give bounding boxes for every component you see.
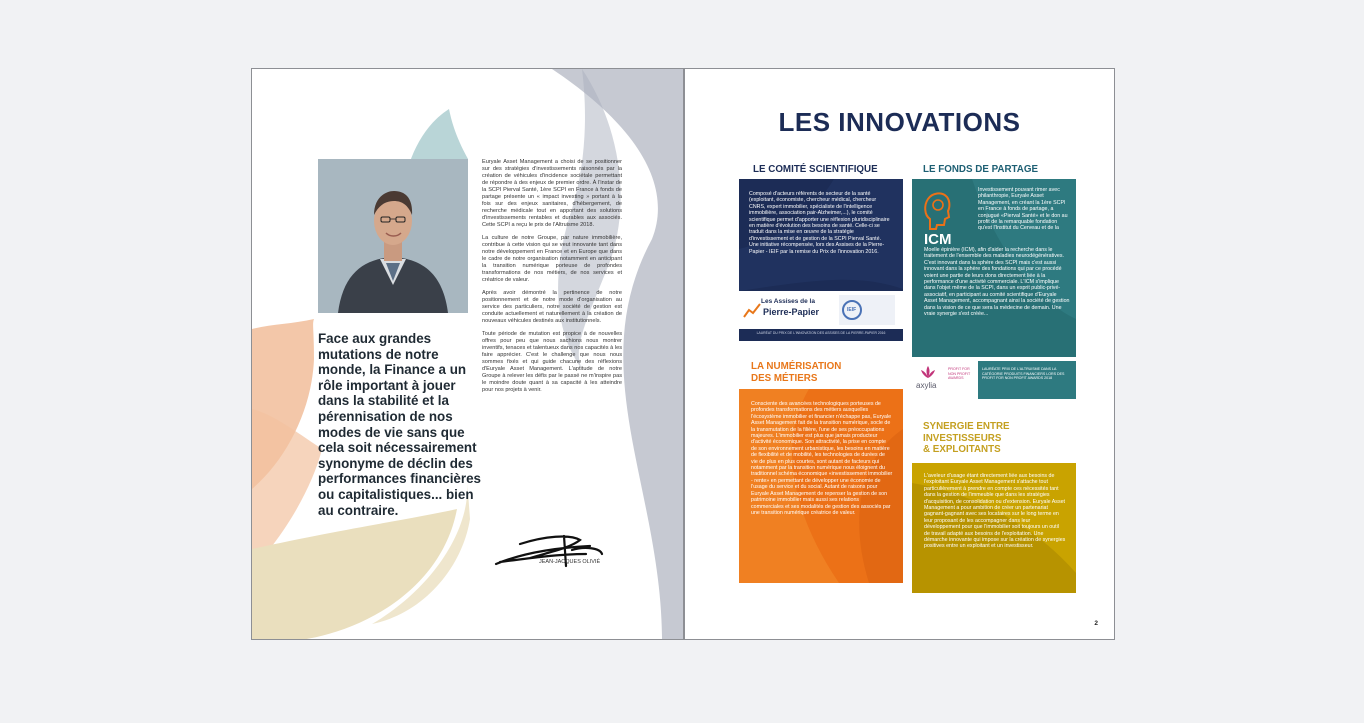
assises-logo-line2: Pierre-Papier <box>763 307 820 317</box>
icm-head-icon <box>922 189 952 233</box>
ieif-logo <box>839 295 895 325</box>
body-text-column <box>482 159 622 400</box>
synergie-title-line1: SYNERGIE ENTRE <box>923 421 1010 432</box>
page-title: LES INNOVATIONS <box>778 107 1021 137</box>
axylia-logo-box <box>912 361 978 399</box>
page-number: 2 <box>1094 620 1098 627</box>
comite-text: Composé d'acteurs référents de secteur de la santé (exploitant, économiste, chercheur médical, chercheur CNRS, expert immobilier, spécialiste de l'intelligence immobilière, association pair-Alzheimer,...), le comité scientifique permet d'apporter une réflexion pluridisciplinaire en matière d'évolution des besoins de santé. Celle-ci se traduit dans la mise en œuvre de la stratégie d'investissement et de gestion de la SCPI Pierval Santé. Une initiative récompensée, lors des Assises de la Pierre-Papier - IEIF par la remise du Prix de l'innovation 2016. <box>749 191 890 255</box>
numerisation-title-line2: DES MÉTIERS <box>751 372 818 384</box>
comite-panel <box>739 179 903 341</box>
synergie-panel <box>912 463 1076 593</box>
assises-logo-icon <box>743 301 761 319</box>
numerisation-title-line1: LA NUMÉRISATION <box>751 361 842 372</box>
fonds-text-top: Investissement pouvant rimer avec philanthropie, Euryale Asset Management, en créant la 1ère SCPI en France à fonds de partage, a conjugué «Pierval Santé» et le don au profit de la remarquable fondation qu'est l'Institut du Cerveau et de la <box>978 187 1068 232</box>
numerisation-text: Consciente des avancées technologiques porteuses de profondes transformations des métiers auxquelles l'écosystème immobilier et financier n'échappe pas, Euryale Asset Management fait de la transition numérique, socle de la transmutation de la filière, l'une de ses préoccupations majeures. L'immobilier est plus que jamais producteur d'activité économique. Son attractivité, la prise en compte de son environnement urbanistique, les besoins en matière de flexibilité et de mobilité, les technologies de durées de vie de plus en plus courtes, sont autant de facteurs qui notamment par la transition numérique nous éloignent du traditionnel schéma économique «investissement immobilier - rente» en permettant de développer une économie de l'usage du service et du social. Autant de raisons pour Euryale Asset Management de repenser la gestion de son patrimoine immobilier mais aussi ses relations commerciales et ses modalités de gestion des associés par une transition numérique créatrice de valeur. <box>751 401 893 516</box>
signature-image <box>490 524 606 574</box>
numerisation-title <box>751 361 841 384</box>
body-paragraph-4: Toute période de mutation est propice à de nouvelles offres pour peu que nous sachions nous montrer inventifs, tenaces et talentueux dans nos capacités à les faire apprécier. C'est le challenge que nous nous sommes fixés et qui guide chacune des réflexions d'Euryale Asset Management. L'aptitude de notre Groupe à relever les défis par le passé ne m'inspire pas le moindre doute quant à sa capacité à les atteindre pour nos projets à venir. <box>482 331 622 393</box>
assises-logo-line1: Les Assises de la <box>761 298 815 305</box>
synergie-title-line3: & EXPLOITANTS <box>923 444 1001 455</box>
award-logo-text: PROFIT FOR NON PROFIT AWARDS <box>948 367 971 381</box>
comite-title: LE COMITÉ SCIENTIFIQUE <box>753 164 878 175</box>
award-caption: LAURÉATE PRIX DE L'ALTRUISME DANS LA CATÉGORIE PRODUITS FINANCIERS LORS DES PROFIT FOR NON PROFIT AWARDS 2018 <box>982 367 1065 381</box>
left-page <box>251 68 684 640</box>
synergie-text: L'aveleur d'usage étant directement liée aux besoins de l'exploitant Euryale Asset Management s'attache tout particulièrement à prendre en compte ces nécessités tant dans la gestion de l'immeuble que dans les stratégies d'acquisition, de consolidation ou d'extension. Euryale Asset Management a pour ambition de créer un partenariat gagnant-gagnant avec ses locataires sur le long terme en leur proposant de les accompagner dans leur développement pour que l'immobilier soit toujours un outil de travail adapté aux besoins de l'exploitation. Une démarche innovante qui impose sur la création de synergies positives entre un exploitant et un investisseur. <box>924 473 1066 550</box>
award-caption-panel <box>978 361 1076 399</box>
fonds-panel <box>912 179 1076 357</box>
fonds-title: LE FONDS DE PARTAGE <box>923 164 1039 175</box>
comite-caption: LAURÉAT DU PRIX DE L'INNOVATION DES ASSISES DE LA PIERRE-PAPIER 2016 <box>756 331 886 335</box>
body-paragraph-2: La culture de notre Groupe, par nature immobilière, contribue à cette vision qui se veut innovante tant dans notre développement en France et en Europe que dans le cadre de notre organisation notamment en anticipant la transition numérique porteuse de profondes transformations de nos métiers, de nos services et créatrice de valeur. <box>482 235 622 283</box>
fonds-text-main: Moelle épinière (ICM), afin d'aider la recherche dans le traitement de l'ensemble des maladies neurodégénératives. C'est innovant dans la sphère des SCPI mais c'est aussi innovant dans la sphère des fondations qui par ce procédé voient une partie de leurs dons directement liée à la performance d'une activité commerciale. L'ICM s'implique dans l'objet même de la SCPI, dans un esprit public-privé-associatif, en participant au comité scientifique d'Euryale Asset Management, accompagnant ainsi la société de gestion dans la vision de ce que sera la médecine de demain. Une vraie synergie s'est créée... <box>924 247 1070 318</box>
ieif-logo-text: IEIF <box>847 307 857 313</box>
lotus-icon <box>920 364 936 380</box>
signature-name: JEAN-JACQUES OLIVIÉ <box>539 559 601 565</box>
body-paragraph-1: Euryale Asset Management a choisi de se positionner sur des stratégies d'investissements raisonnés par la création de véhicules d'incidence sociétale permettant de répondre à des enjeux de premier ordre. À l'instar de la SCPI Pierval Santé, 1ère SCPI en France à fonds de partage présente un « impact investing » portant à la fois sur des enjeux sanitaires, d'hébergement, de recherche médicale tout en apportant des solutions d'investissements rentables et durables aux associés. Cette SCPI a reçu le prix de l'Altruisme 2018. <box>482 159 622 228</box>
right-page <box>684 68 1115 640</box>
synergie-title <box>923 421 1010 456</box>
portrait-photo <box>318 159 468 313</box>
synergie-title-line2: INVESTISSEURS <box>923 432 1002 444</box>
comite-logos <box>739 291 903 329</box>
body-paragraph-3: Après avoir démontré la pertinence de notre positionnement et de notre mode d'organisation au service des particuliers, notre société de gestion est conduite actuellement et naturellement à la création de nouveaux véhicules destinés aux institutionnels. <box>482 290 622 324</box>
icm-logo-text: ICM <box>924 231 952 248</box>
numerisation-panel <box>739 389 903 583</box>
axylia-logo-text: axylia <box>916 381 937 390</box>
headline-quote: Face aux grandes mutations de notre monde, la Finance a un rôle important à jouer dans la stabilité et la pérennisation de nos modes de vie sans que cela soit nécessairement synonyme de déclin des performances financières ou capitalistiques... bien au contraire. <box>318 331 481 518</box>
